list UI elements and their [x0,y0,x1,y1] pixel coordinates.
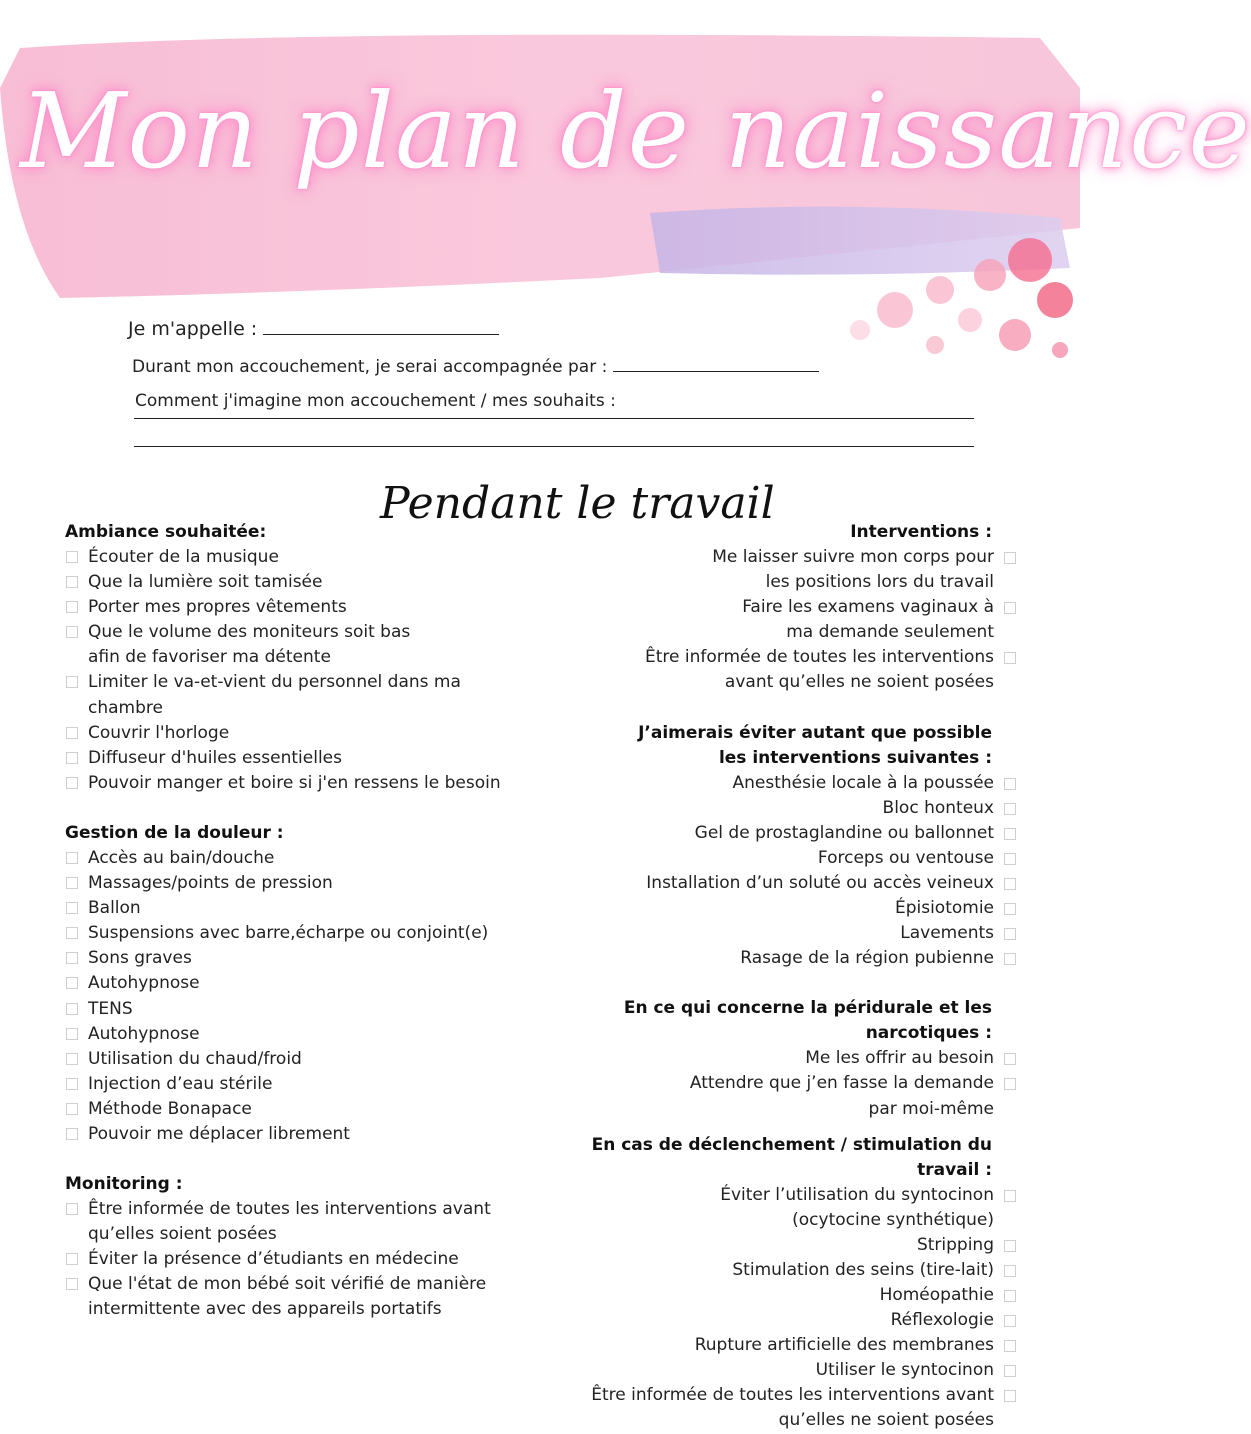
checklist-item[interactable]: Éviter l’utilisation du syntocinon [540,1183,1016,1208]
ambiance-title: Ambiance souhaitée: [65,522,267,542]
checkbox[interactable] [66,601,78,613]
checklist-item[interactable]: Utiliser le syntocinon [540,1358,1016,1383]
checkbox[interactable] [66,626,78,638]
checklist-item[interactable]: Épisiotomie [540,896,1016,921]
checklist-item[interactable]: Que l'état de mon bébé soit vérifié de manière [65,1272,535,1297]
checkbox[interactable] [66,1003,78,1015]
wishes-label: Comment j'imagine mon accouchement / mes souhaits : [135,391,616,411]
checklist-item-continued: qu’elles ne soient posées [778,1410,994,1431]
wishes-line-1[interactable] [134,418,974,419]
checklist-item[interactable]: Sons graves [65,946,535,971]
checkbox[interactable] [66,1203,78,1215]
checklist-item[interactable]: Limiter le va-et-vient du personnel dans ma [65,670,535,695]
companion-field [132,353,819,377]
checkbox[interactable] [66,952,78,964]
checklist-item[interactable]: Utilisation du chaud/froid [65,1047,535,1072]
checklist-item[interactable]: Suspensions avec barre,écharpe ou conjoint(e) [65,921,535,946]
left-column [65,520,535,1323]
peridurale-title: En ce qui concerne la péridurale et les narcotiques : [623,998,992,1044]
eviter-title-line1: J’aimerais éviter autant que possible [638,722,992,743]
checklist-item[interactable]: Être informée de toutes les interventions avant [540,1383,1016,1408]
checklist-item[interactable]: Injection d’eau stérile [65,1072,535,1097]
checkbox[interactable] [1004,1340,1016,1352]
checkbox[interactable] [66,1278,78,1290]
checklist-item[interactable]: Me laisser suivre mon corps pour [540,545,1016,570]
checklist-item[interactable]: Faire les examens vaginaux à [540,595,1016,620]
name-line[interactable] [263,316,499,335]
monitoring-title: Monitoring : [65,1174,183,1195]
checkbox[interactable] [66,777,78,789]
checklist-item[interactable]: Éviter la présence d’étudiants en médecine [65,1247,535,1272]
checklist-item-continued: les positions lors du travail [765,572,994,593]
checklist-item[interactable]: Attendre que j’en fasse la demande [540,1071,1016,1096]
checkbox[interactable] [1004,1290,1016,1302]
checklist-item-continued: intermittente avec des appareils portatifs [88,1299,442,1320]
checklist-item[interactable]: Lavements [540,921,1016,946]
douleur-title: Gestion de la douleur : [65,822,284,843]
checklist-item-continued: (ocytocine synthétique) [792,1209,994,1230]
name-label: Je m'appelle : [128,318,258,340]
checklist-item-continued: qu’elles soient posées [88,1224,277,1245]
checkbox[interactable] [1004,928,1016,940]
checkbox[interactable] [1004,1390,1016,1402]
checklist-item-continued: par moi-même [868,1098,994,1119]
checkbox[interactable] [66,752,78,764]
page-title: Mon plan de naissance [20,70,1251,192]
checklist-item-continued: ma demande seulement [786,622,994,643]
eviter-title-line2: les interventions suivantes : [718,747,992,768]
checklist-item[interactable]: Bloc honteux [540,796,1016,821]
wishes-line-2[interactable] [134,446,974,447]
checklist-item[interactable]: Que la lumière soit tamisée [65,570,535,595]
declenchement-title: En cas de déclenchement / stimulation du travail : [591,1134,992,1180]
flowers-decoration [820,220,1080,390]
checklist-item[interactable]: Installation d’un soluté ou accès veineux [540,871,1016,896]
checklist-item[interactable]: Stripping [540,1233,1016,1258]
checklist-item[interactable]: Rupture artificielle des membranes [540,1333,1016,1358]
checklist-item[interactable]: Réflexologie [540,1308,1016,1333]
checkbox[interactable] [66,1103,78,1115]
checklist-item[interactable]: Anesthésie locale à la poussée [540,771,1016,796]
companion-label: Durant mon accouchement, je serai accompagnée par : [132,357,608,377]
right-column [540,520,1016,1434]
checklist-item[interactable]: Rasage de la région pubienne [540,946,1016,971]
checklist-item-continued: afin de favoriser ma détente [88,647,331,668]
checkbox[interactable] [1004,1190,1016,1202]
checkbox[interactable] [1004,803,1016,815]
checkbox[interactable] [1004,602,1016,614]
checkbox[interactable] [1004,878,1016,890]
checklist-item-continued: avant qu’elles ne soient posées [724,672,994,693]
checklist-item[interactable]: Diffuseur d'huiles essentielles [65,746,535,771]
checkbox[interactable] [66,1253,78,1265]
checkbox[interactable] [66,1053,78,1065]
checkbox[interactable] [66,852,78,864]
checkbox[interactable] [1004,1078,1016,1090]
checklist-item[interactable]: Me les offrir au besoin [540,1046,1016,1071]
checkbox[interactable] [66,551,78,563]
name-field [128,316,499,340]
checklist-item[interactable]: Pouvoir manger et boire si j'en ressens le besoin [65,771,535,796]
checklist-item[interactable]: Méthode Bonapace [65,1097,535,1122]
checklist-item[interactable]: Porter mes propres vêtements [65,595,535,620]
checkbox[interactable] [1004,1240,1016,1252]
checklist-item[interactable]: Gel de prostaglandine ou ballonnet [540,821,1016,846]
checklist-item-continued: chambre [88,697,163,718]
checkbox[interactable] [66,676,78,688]
checkbox[interactable] [1004,1053,1016,1065]
checkbox[interactable] [1004,828,1016,840]
checkbox[interactable] [66,1078,78,1090]
checklist-item[interactable]: Massages/points de pression [65,871,535,896]
checklist-item[interactable]: TENS [65,997,535,1022]
checklist-item[interactable]: Pouvoir me déplacer librement [65,1122,535,1147]
checklist-item[interactable]: Écouter de la musique [65,545,535,570]
checkbox[interactable] [1004,903,1016,915]
companion-line[interactable] [613,353,819,372]
checkbox[interactable] [66,727,78,739]
checkbox[interactable] [1004,552,1016,564]
interventions-title: Interventions : [850,522,992,542]
checkbox[interactable] [1004,953,1016,965]
section-subtitle: Pendant le travail [380,478,775,529]
checklist-item[interactable]: Être informée de toutes les interventions avant [65,1197,535,1222]
checkbox[interactable] [66,576,78,588]
checkbox[interactable] [1004,853,1016,865]
checklist-item[interactable]: Stimulation des seins (tire-lait) [540,1258,1016,1283]
checklist-item[interactable]: Autohypnose [65,1022,535,1047]
checklist-item[interactable]: Être informée de toutes les interventions [540,645,1016,670]
checkbox[interactable] [1004,1315,1016,1327]
checklist-item[interactable]: Ballon [65,896,535,921]
checklist-item[interactable]: Que le volume des moniteurs soit bas [65,620,535,645]
checklist-item[interactable]: Couvrir l'horloge [65,721,535,746]
checklist-item[interactable]: Homéopathie [540,1283,1016,1308]
checkbox[interactable] [1004,778,1016,790]
checkbox[interactable] [66,1028,78,1040]
checkbox[interactable] [66,902,78,914]
checklist-item[interactable]: Forceps ou ventouse [540,846,1016,871]
checkbox[interactable] [1004,1265,1016,1277]
checkbox[interactable] [66,877,78,889]
checkbox[interactable] [66,927,78,939]
checkbox[interactable] [66,977,78,989]
checklist-item[interactable]: Accès au bain/douche [65,846,535,871]
checkbox[interactable] [1004,1365,1016,1377]
checkbox[interactable] [1004,652,1016,664]
checkbox[interactable] [66,1128,78,1140]
checklist-item[interactable]: Autohypnose [65,971,535,996]
